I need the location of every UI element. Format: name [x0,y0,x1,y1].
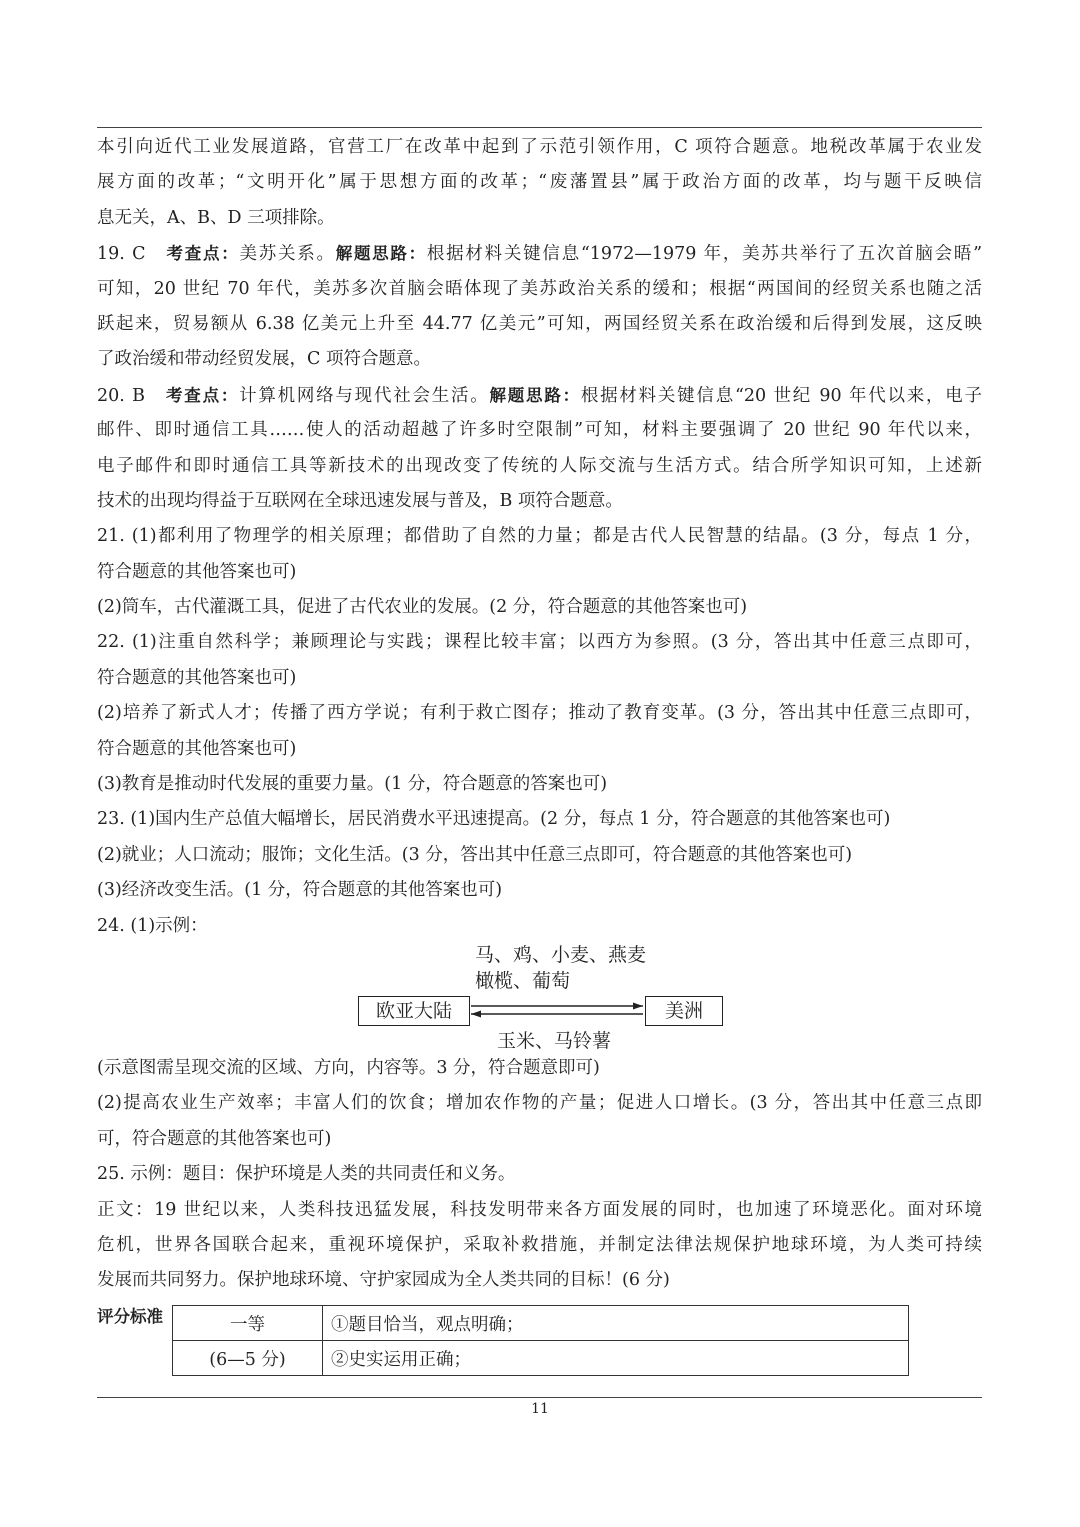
text-line: (3)教育是推动时代发展的重要力量。(1 分，符合题意的答案也可) [97,774,608,795]
text-line: 25. 示例：题目：保护环境是人类的共同责任和义务。 [97,1164,516,1185]
text-span: 计算机网络与现代社会生活。 [239,385,490,406]
text-span: 根据材料关键信息“1972—1979 年，美苏共举行了五次首脑会晤” [426,244,982,265]
text-line: (2)提高农业生产效率；丰富人们的饮食；增加农作物的产量；促进人口增长。(3 分，答出其中任意三点即 [97,1093,982,1114]
text-line: 息无关，A、B、D 三项排除。 [97,207,335,228]
text-line: 电子邮件和即时通信工具等新技术的出现改变了传统的人际交流与生活方式。结合所学知识可知，上述新 [97,455,982,476]
text-line: 24. (1)示例： [97,915,208,936]
text-line: (3)经济改变生活。(1 分，符合题意的其他答案也可) [97,880,503,901]
bold-label: 解题思路： [335,244,427,264]
text-line: 符合题意的其他答案也可) [97,561,297,582]
text-line: 22. (1)注重自然科学；兼顾理论与实践；课程比较丰富；以西方为参照。(3 分，答出其中任意三点即可， [97,632,982,653]
diagram-arrows [469,1002,645,1018]
arrowhead-right [633,1002,643,1009]
text-line: 展方面的改革；“文明开化”属于思想方面的改革；“废藩置县”属于政治方面的改革，均与题干反映信 [97,172,982,193]
text-line: 符合题意的其他答案也可) [97,738,297,759]
grading-table [172,1305,909,1376]
criterion-1: ①题目恰当，观点明确； [323,1306,909,1341]
text-line: 危机，世界各国联合起来，重视环境保护，采取补救措施，并制定法律法规保护地球环境，为人类可持续 [97,1234,982,1255]
text-line: 21. (1)都利用了物理学的相关原理；都借助了自然的力量；都是古代人民智慧的结晶。(3 分，每点 1 分， [97,526,982,547]
text-span: 根据材料关键信息“20 世纪 90 年代以来，电子 [580,385,982,406]
text-line: (示意图需呈现交流的区域、方向，内容等。3 分，符合题意即可) [97,1057,600,1078]
text-span: 19. C [97,244,167,265]
text-line: 本引向近代工业发展道路，官营工厂在改革中起到了示范引领作用，C 项符合题意。地税改革属于农业发 [97,137,982,157]
text-line: 邮件、即时通信工具……使人的活动超越了许多时空限制”可知，材料主要强调了 20 世纪 90 年代以来， [97,420,982,441]
page-number: 11 [531,1401,549,1417]
grade-level: 一等 [173,1306,323,1341]
text-line: 可知，20 世纪 70 年代，美苏多次首脑会晤体现了美苏政治关系的缓和；根据“两国间的经贸关系也随之活 [97,278,982,299]
text-line: 23. (1)国内生产总值大幅增长，居民消费水平迅速提高。(2 分，每点 1 分，符合题意的其他答案也可) [97,809,891,830]
text-line: (2)培养了新式人才；传播了西方学说；有利于救亡图存；推动了教育变革。(3 分，答出其中任意三点即可， [97,703,982,724]
text-line: 可，符合题意的其他答案也可) [97,1128,332,1149]
diagram-box-eurasia: 欧亚大陆 [358,996,470,1026]
diagram-bottom-label: 玉米、马铃薯 [497,1029,612,1052]
text-line: 技术的出现均得益于互联网在全球迅速发展与普及，B 项符合题意。 [97,490,623,511]
arrowhead-left [471,1010,481,1017]
text-line: 发展而共同努力。保护地球环境、守护家园成为全人类共同的目标！(6 分) [97,1270,670,1291]
text-span: 美苏关系。 [239,244,336,265]
text-line: 跃起来，贸易额从 6.38 亿美元上升至 44.77 亿美元”可知，两国经贸关系在政治缓和后得到发展，这反映 [97,313,982,334]
text-line [97,378,982,413]
header-rule [97,127,982,128]
grade-score-range: (6—5 分) [173,1341,323,1376]
answer-text [97,130,982,1334]
bold-label: 考查点： [166,244,240,264]
diagram-top-label-1: 马、鸡、小麦、燕麦 [475,943,647,966]
bold-label: 考查点： [166,385,240,405]
text-line [97,236,982,271]
criterion-2: ②史实运用正确； [323,1341,909,1376]
text-line: 正文：19 世纪以来，人类科技迅猛发展，科技发明带来各方面发展的同时，也加速了环境恶化。面对环境 [97,1199,982,1220]
text-line: 了政治缓和带动经贸发展，C 项符合题意。 [97,349,431,370]
diagram-box-americas: 美洲 [645,996,723,1026]
text-span: 20. B [97,385,167,406]
diagram-top-label-2: 橄榄、葡萄 [475,969,571,992]
text-line: 符合题意的其他答案也可) [97,667,297,688]
text-line: (2)就业；人口流动；服饰；文化生活。(3 分，答出其中任意三点即可，符合题意的其他答案也可) [97,844,853,865]
exchange-diagram [97,944,982,1051]
bold-label: 评分标准 [97,1306,163,1326]
text-line: (2)筒车，古代灌溉工具，促进了古代农业的发展。(2 分，符合题意的其他答案也可) [97,597,748,618]
footer-rule [97,1397,982,1398]
bold-label: 解题思路： [489,385,581,405]
